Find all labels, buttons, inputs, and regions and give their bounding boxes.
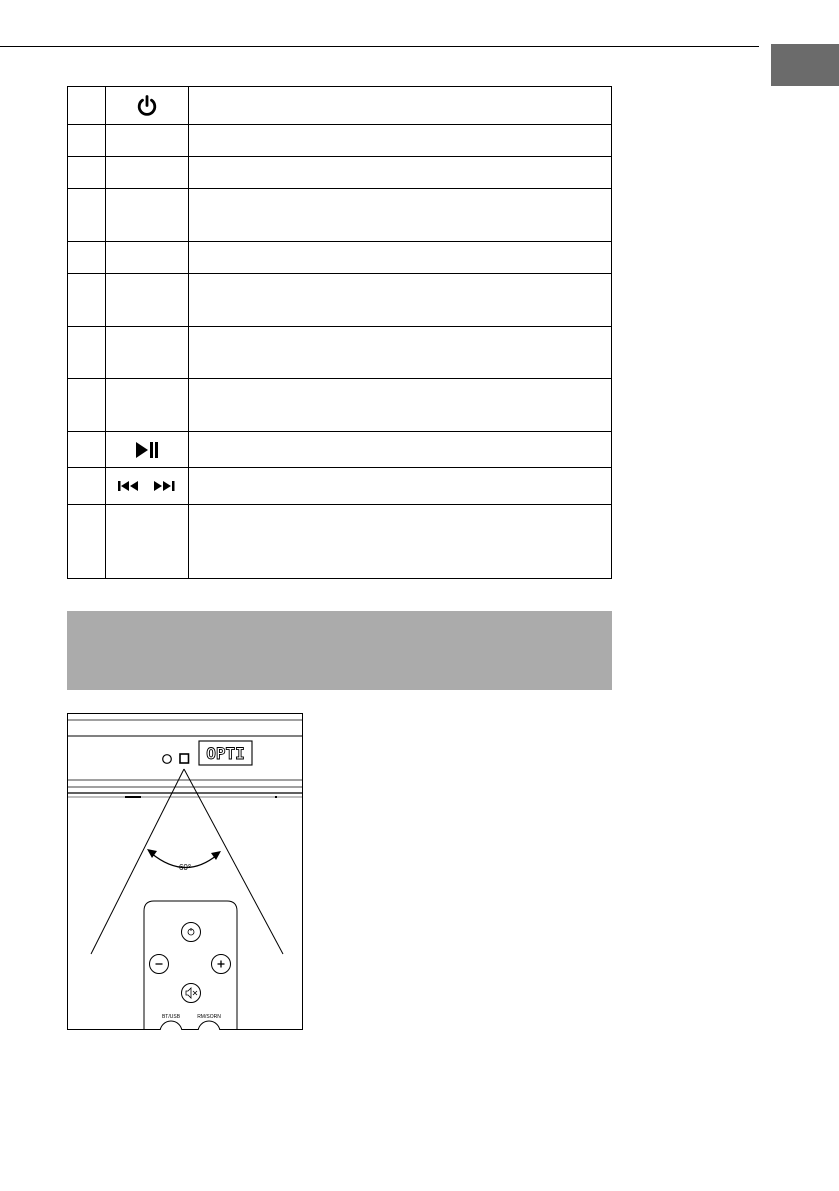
- table-row: [68, 274, 612, 327]
- controls-table: [67, 86, 612, 579]
- led-indicator-icon: [163, 755, 172, 764]
- row-label: [106, 505, 189, 579]
- top-rule: [0, 46, 759, 47]
- row-number: [68, 189, 106, 242]
- remote-rmsorn-label: RM/SORN: [197, 1014, 221, 1020]
- row-description: [189, 87, 612, 125]
- power-icon: [136, 94, 158, 118]
- table-row: [68, 87, 612, 125]
- row-label: [106, 327, 189, 379]
- row-label: [106, 157, 189, 189]
- row-description: [189, 432, 612, 468]
- row-number: [68, 468, 106, 505]
- table-row: [68, 157, 612, 189]
- row-number: [68, 87, 106, 125]
- row-description: [189, 379, 612, 432]
- section-heading-band: [67, 611, 612, 690]
- row-number: [68, 274, 106, 327]
- row-label: [106, 125, 189, 157]
- row-number: [68, 242, 106, 274]
- row-description: [189, 157, 612, 189]
- table-row: [68, 505, 612, 579]
- row-number: [68, 125, 106, 157]
- row-number: [68, 432, 106, 468]
- table-row: [68, 327, 612, 379]
- row-description: [189, 274, 612, 327]
- row-description: [189, 242, 612, 274]
- row-label: [106, 189, 189, 242]
- prev-next-icon: [117, 480, 177, 492]
- table-row: [68, 242, 612, 274]
- row-number: [68, 157, 106, 189]
- row-number: [68, 327, 106, 379]
- row-number: [68, 505, 106, 579]
- remote-minus-button: [150, 955, 169, 974]
- table-row: [68, 432, 612, 468]
- remote-btusb-label: BT/USB: [161, 1014, 181, 1020]
- table-row: [68, 379, 612, 432]
- remote-mute-button: [182, 984, 201, 1003]
- row-description: [189, 505, 612, 579]
- table-row: [68, 189, 612, 242]
- ir-sensor-icon: [180, 754, 189, 763]
- language-tab: [771, 44, 839, 86]
- row-number: [68, 379, 106, 432]
- row-description: [189, 189, 612, 242]
- remote-power-button: [182, 923, 201, 942]
- remote-range-figure: [67, 713, 303, 1030]
- table-row: [68, 468, 612, 505]
- play-pause-icon: [134, 441, 160, 459]
- display-text: OPTI: [206, 744, 245, 763]
- row-description: [189, 468, 612, 505]
- row-description: [189, 327, 612, 379]
- row-description: [189, 125, 612, 157]
- row-label: [106, 274, 189, 327]
- remote-plus-button: [212, 955, 231, 974]
- angle-label: 60°: [178, 863, 192, 872]
- row-label: [106, 242, 189, 274]
- row-label: [106, 379, 189, 432]
- table-row: [68, 125, 612, 157]
